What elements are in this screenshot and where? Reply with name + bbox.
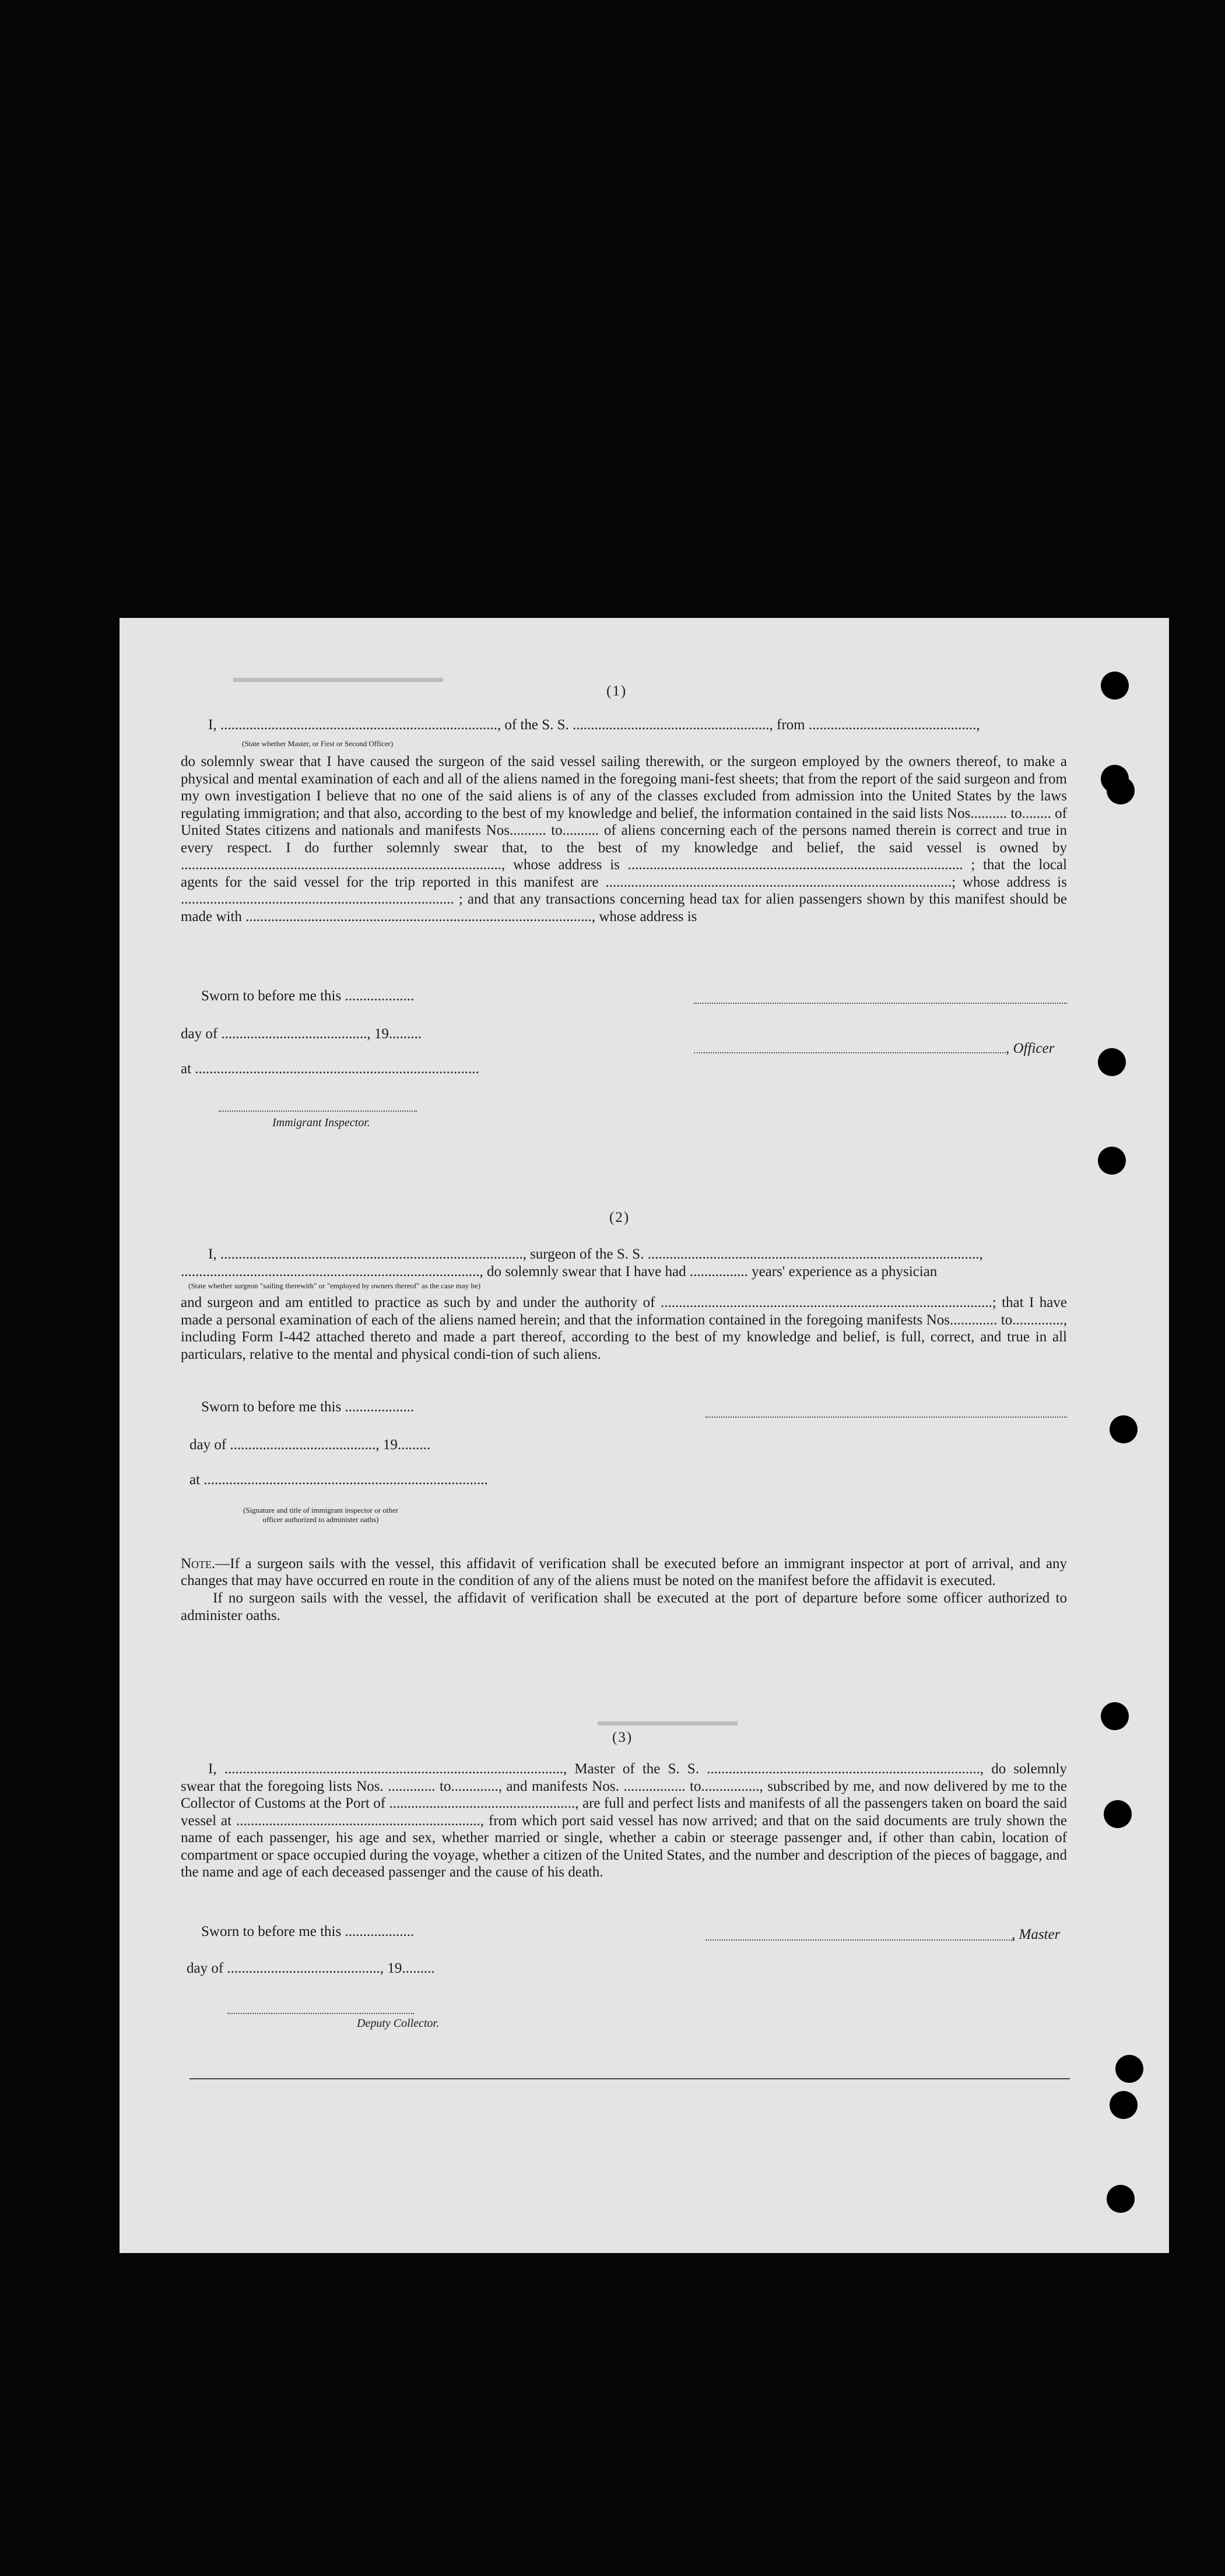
bleed-through: ▬▬▬▬▬▬▬▬▬▬▬▬▬▬▬ — [233, 670, 443, 686]
binder-hole — [1110, 1415, 1138, 1443]
section-2-note — [181, 1538, 1067, 1590]
section-1-day: day of ........................................, 19......... — [181, 1026, 422, 1042]
section-2-note-text: —If a surgeon sails with the vessel, this affidavit of verification shall be executed before an immigrant inspector at port of arrival, and any changes that may have occurred en route in the condition of any of the aliens must be noted on the manifest before the affidavit is executed. — [181, 1555, 1067, 1589]
section-3-day: day of .........................................., 19......... — [187, 1960, 435, 1976]
section-2-note-2: If no surgeon sails with the vessel, the affidavit of verification shall be executed at the port of departure before some officer authorized to administer oaths. — [181, 1590, 1067, 1623]
bleed-through: ▬▬▬▬▬▬▬▬▬▬ — [598, 1714, 738, 1729]
section-2-note-label: Note. — [181, 1555, 216, 1572]
binder-hole — [1101, 672, 1129, 700]
section-1-at: at .............................................................................. — [181, 1061, 479, 1077]
section-2-paragraph: and surgeon and am entitled to practice as such by and under the authority of ...........................................................................................; that I have made a personal examination of each of the aliens named herein; and that the information contained in the foregoing manifests Nos............. to.............., including Form I-442 attached thereto and made a part thereof, according to the best of my knowledge and belief, is full, correct, and true in all particulars, relative to the mental and physical condi-tion of such aliens. — [181, 1295, 1067, 1362]
section-1-sworn: Sworn to before me this ................... — [201, 988, 415, 1004]
binder-hole — [1115, 2055, 1143, 2083]
binder-hole — [1098, 1048, 1126, 1076]
section-3-master-signature-line — [705, 1939, 1015, 1941]
section-3-deputy-label: Deputy Collector. — [357, 2017, 440, 2030]
section-2-signature-line — [705, 1417, 1067, 1418]
manifest-page — [120, 618, 1169, 2253]
binder-hole — [1101, 1702, 1129, 1730]
binder-hole — [1107, 776, 1135, 804]
binder-hole — [1098, 1147, 1126, 1175]
section-1-officer-line: I, ............................................................................, of the S. S. ......................................................, from .............................................., — [208, 717, 980, 733]
section-2-surgeon-line: I, ..................................................................................., surgeon of the S. S. ..........................................................................................., — [208, 1246, 983, 1262]
section-3-master-label: , Master — [1012, 1927, 1061, 1942]
section-2-sworn: Sworn to before me this ................... — [201, 1399, 415, 1415]
binder-hole — [1104, 1800, 1132, 1828]
section-1-number: (1) — [606, 683, 627, 699]
section-1-officer-label: , Officer — [1006, 1041, 1055, 1056]
section-1-officer-signature-line — [694, 1052, 1006, 1053]
section-2-signature-note: (Signature and title of immigrant inspector or other officer authorized to administer oaths) — [243, 1506, 399, 1524]
section-2-surgeon-note: (State whether surgeon "sailing therewith" or "employed by owners thereof" as the case may be) — [188, 1281, 481, 1290]
section-1-inspector-label: Immigrant Inspector. — [272, 1116, 370, 1129]
section-1-inspector-line — [219, 1110, 417, 1112]
section-3-sworn: Sworn to before me this ................... — [201, 1924, 415, 1939]
section-2-at: at .............................................................................. — [189, 1472, 488, 1488]
section-1-paragraph: do solemnly swear that I have caused the surgeon of the said vessel sailing therewith, or the surgeon employed by the owners thereof, to make a physical and mental examination of each and all of the aliens named in the foregoing mani-fest sheets; that from the report of the said surgeon and from my own investigation I believe that no one of the said aliens is of any of the classes excluded from admission into the United States by the laws regulating immigration; and that also, according to the best of my knowledge and belief, the information contained in the said lists Nos.......... to........ of United States citizens and nationals and manifests Nos.......... to.......... of aliens concerning each of the persons named therein is correct and true in every respect. I do further solemnly swear that, to the best of my knowledge and belief, the said vessel is owned by ........................................................................................, whose address is ............................................................................................ ; that the local agents for the said vessel for the trip reported in this manifest are ...............................................................................................; whose address is ........................................................................... ; and that any transactions concerning head tax for alien passengers shown by this manifest should be made with ..............................................................................................., whose address is — [181, 754, 1067, 925]
section-3-paragraph: I, ............................................................................................., Master of the S. S. ..........................................................................., do solemnly swear that the foregoing lists Nos. ............. to............., and manifests Nos. ................. to................, subscribed by me, and now delivered by me to the Collector of Customs at the Port of ..................................................., are full and perfect lists and manifests of all the passengers taken on board the said vessel at ..................................................................., from which port said vessel has now arrived; and that on the said documents are truly shown the name of each passenger, his age and sex, whether married or single, whether a cabin or steerage passenger and, if other than cabin, location of compartment or space occupied during the voyage, whether a citizen of the United States, and the number and description of the pieces of baggage, and the name and age of each deceased passenger and the cause of his death. — [181, 1761, 1067, 1880]
binder-hole — [1107, 2185, 1135, 2213]
section-3-deputy-line — [227, 2013, 414, 2014]
section-2-experience-line: .................................................................................., do solemnly swear that I have had ................ years' experience as a physician — [181, 1264, 938, 1280]
bottom-rule — [189, 2078, 1070, 2079]
binder-hole — [1110, 2091, 1138, 2119]
section-1-officer-note: (State whether Master, or First or Second Officer) — [242, 739, 394, 748]
section-1-signature-line — [694, 1003, 1067, 1004]
section-3-number: (3) — [612, 1730, 633, 1745]
section-2-number: (2) — [609, 1210, 630, 1225]
section-2-day: day of ........................................, 19......... — [189, 1437, 431, 1453]
